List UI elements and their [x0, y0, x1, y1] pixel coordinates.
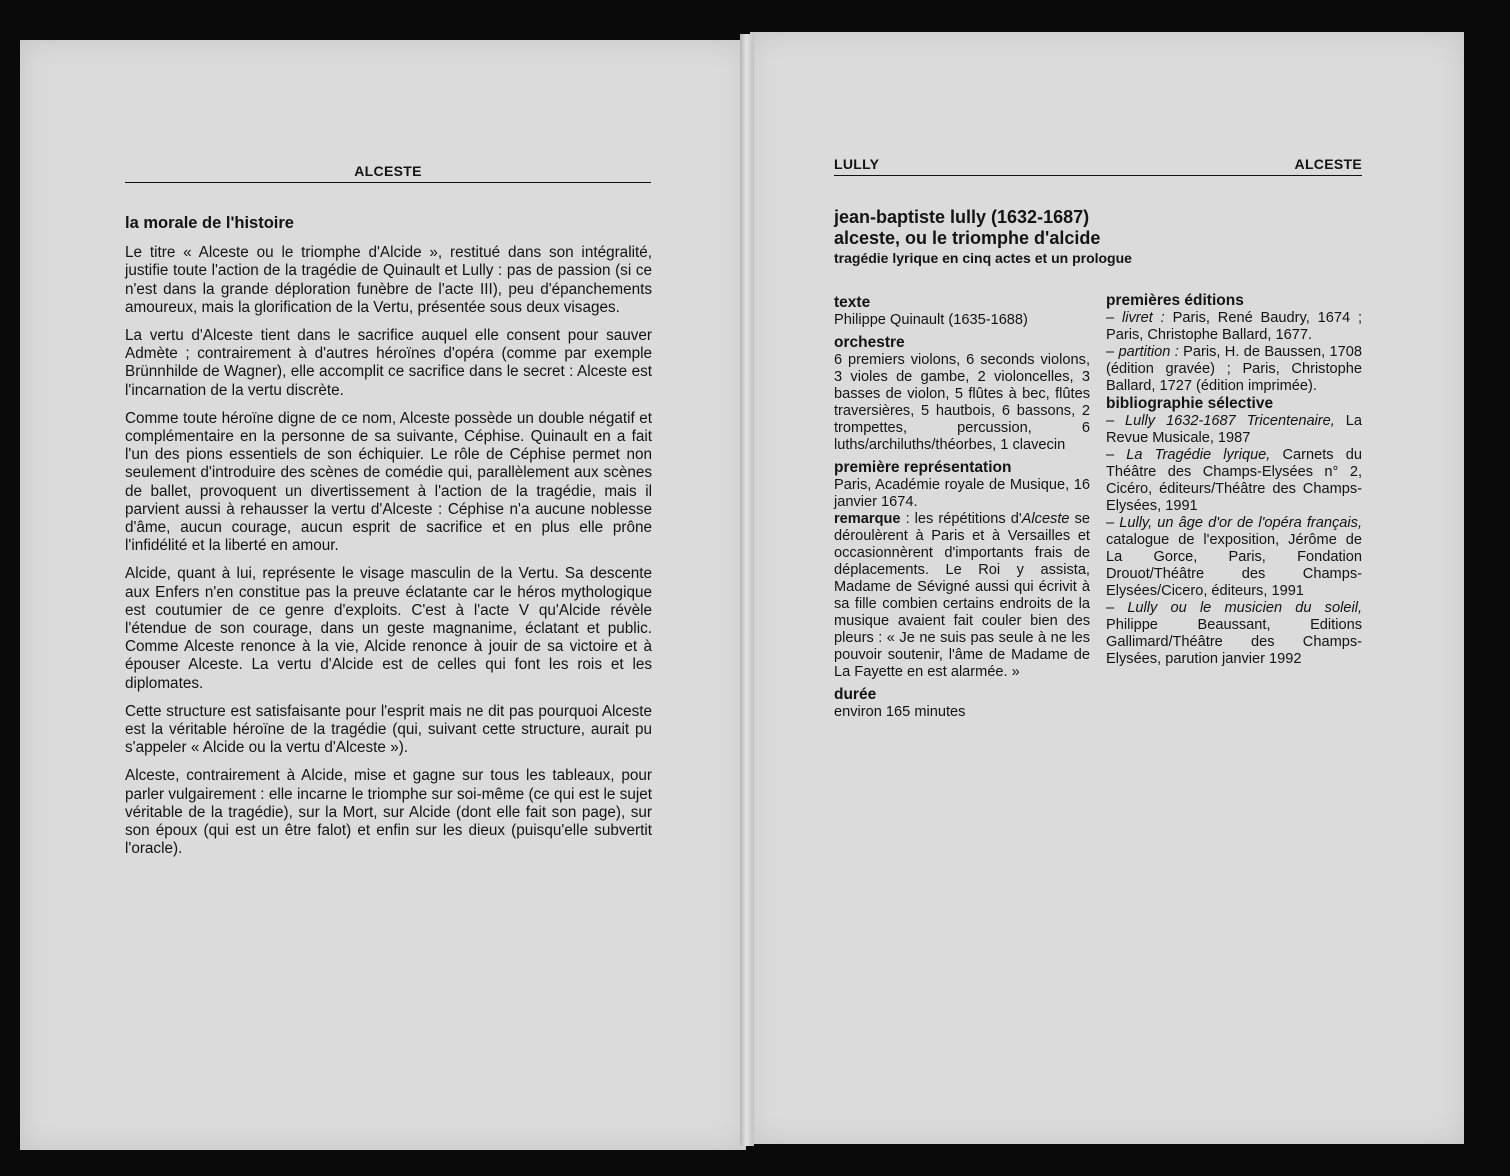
paragraph: Cette structure est satisfaisante pour l'esprit mais ne dit pas pourquoi Alceste est la véritable héroïne de la tragédie (qui, suivant cette structure, aurait pu s'appeler « Alcide ou la vertu d'Alceste »).	[125, 702, 652, 757]
list-item: – Lully, un âge d'or de l'opéra français, catalogue de l'exposition, Jérôme de La Gorce, Paris, Fondation Drouot/Théâtre des Champs-Elysées/Cicero, éditeurs, 1991	[1106, 515, 1363, 599]
paragraph: Le titre « Alceste ou le triomphe d'Alcide », restitué dans son intégralité, justifie toute l'action de la tragédie de Quinault et Lully : pas de passion (si ce n'est dans la grande déploration funèbre de l'acte III), peu d'épanchements amoureux, mais la glorification de la Vertu, présentée sous deux visages.	[125, 244, 652, 316]
remark-text-pre: : les répétitions d'	[900, 511, 1022, 527]
work-title: alceste, ou le triomphe d'alcide	[834, 228, 1101, 248]
premiere-remark	[834, 511, 1090, 681]
left-running-head-title: ALCESTE	[354, 163, 422, 179]
editions-heading: premières éditions	[1106, 292, 1244, 309]
texte-body: Philippe Quinault (1635-1688)	[834, 312, 1028, 328]
bibliography-heading: bibliographie sélective	[1106, 395, 1274, 412]
premiere-body: Paris, Académie royale de Musique, 16 janvier 1674.	[834, 477, 1090, 510]
list-item: – La Tragédie lyrique, Carnets du Théâtre des Champs-Elysées n° 2, Cicéro, éditeurs/Théâtre des Champs-Elysées, 1991	[1106, 447, 1362, 514]
orchestre-body: 6 premiers violons, 6 seconds violons, 3 violes de gambe, 2 violoncelles, 3 basses de violon, 5 flûtes à bec, flûtes traversières, 5 hautbois, 6 bassons, 2 trompettes, percussion, 6 luths/archiluths/théorbes, 1 clavecin	[834, 352, 1090, 453]
remark-text-post: se déroulèrent à Paris et à Versailles et occasionnèrent d'importants frais de déplacements. Le Roi y assista, Madame de Sévigné aussi qui écrivit à sa fille combien certains endroits de la musique avaient fait couler bien des pleurs : « Je ne suis pas seule à ne les pouvoir soutenir, l'âme de Madame de La Fayette en est alarmée. »	[834, 511, 1090, 680]
remark-label: remarque	[834, 511, 901, 527]
list-item: – Lully 1632-1687 Tricentenaire, La Revue Musicale, 1987	[1106, 413, 1362, 446]
texte-heading: texte	[834, 294, 871, 311]
duree-heading: durée	[834, 686, 877, 703]
paragraph: Comme toute héroïne digne de ce nom, Alceste possède un double négatif et complémentaire en la personne de sa suivante, Céphise. Quinault en a fait l'un des pions essentiels de son échiquier. Le rôle de Céphise permet non seulement d'introduire des scènes de comédie qui, parallèlement aux scènes de ballet, provoquent un divertissement à l'action de la tragédie, mais il parvient aussi à rehausser la vertu d'Alceste : Céphise n'a aucune noblesse d'âme, aucun courage, aucun esprit de sacrifice et en plus elle prône l'infidélité et la liberté en amour.	[125, 409, 652, 555]
section-heading: la morale de l'histoire	[125, 214, 294, 232]
list-item: – livret : Paris, René Baudry, 1674 ; Paris, Christophe Ballard, 1677.	[1106, 310, 1363, 343]
work-title-block	[834, 207, 1364, 267]
list-item: – partition : Paris, H. de Baussen, 1708 (édition gravée) ; Paris, Christophe Ballard, 1727 (édition imprimée).	[1106, 344, 1362, 394]
orchestre-heading: orchestre	[834, 334, 905, 351]
details-column	[834, 294, 1090, 726]
composer-title: jean-baptiste lully (1632-1687)	[834, 207, 1090, 227]
paragraph: Alcide, quant à lui, représente le visage masculin de la Vertu. Sa descente aux Enfers n'en constitue pas la preuve éclatante car le héros mythologique est coutumier de ce genre d'exploits. C'est à l'acte V qu'Alcide révèle l'étendue de son courage, dans un geste magnanime, éclatant et public. Comme Alceste renonce à la vie, Alcide renonce à jouir de sa victoire et à épouser Alceste. La vertu d'Alcide est de celles qui font les rois et les diplomates.	[125, 565, 652, 692]
running-head-composer: LULLY	[834, 156, 880, 172]
list-item: – Lully ou le musicien du soleil, Philippe Beaussant, Editions Gallimard/Théâtre des Champs-Elysées, parution janvier 1992	[1106, 600, 1362, 667]
work-subtitle: tragédie lyrique en cinq actes et un prologue	[834, 250, 1132, 266]
premiere-heading: première représentation	[834, 459, 1012, 476]
duree-body: environ 165 minutes	[834, 704, 966, 720]
remark-italic: Alceste	[1021, 511, 1070, 527]
paragraph: La vertu d'Alceste tient dans le sacrifice auquel elle consent pour sauver Admète ; contrairement à d'autres héroïnes d'opéra (comme par exemple Brünnhilde de Wagner), elle accomplit ce sacrifice dans le secret : Alceste est l'incarnation de la vertu discrète.	[125, 327, 652, 399]
book-spine	[740, 34, 754, 1146]
paragraph: Alceste, contrairement à Alcide, mise et gagne sur tous les tableaux, pour parler vulgairement : elle incarne le triomphe sur soi-même (ce qui est le sujet véritable de la tragédie), sur la Mort, sur Alcide (dont elle fait son page), sur son époux (qui est un être falot) et enfin sur les dieux (puisqu'elle subvertit l'oracle).	[125, 767, 652, 858]
left-text-column	[125, 214, 652, 869]
references-column	[1106, 292, 1362, 668]
running-head-work: ALCESTE	[1294, 156, 1362, 172]
left-running-head	[125, 163, 651, 183]
right-running-head	[834, 156, 1362, 176]
